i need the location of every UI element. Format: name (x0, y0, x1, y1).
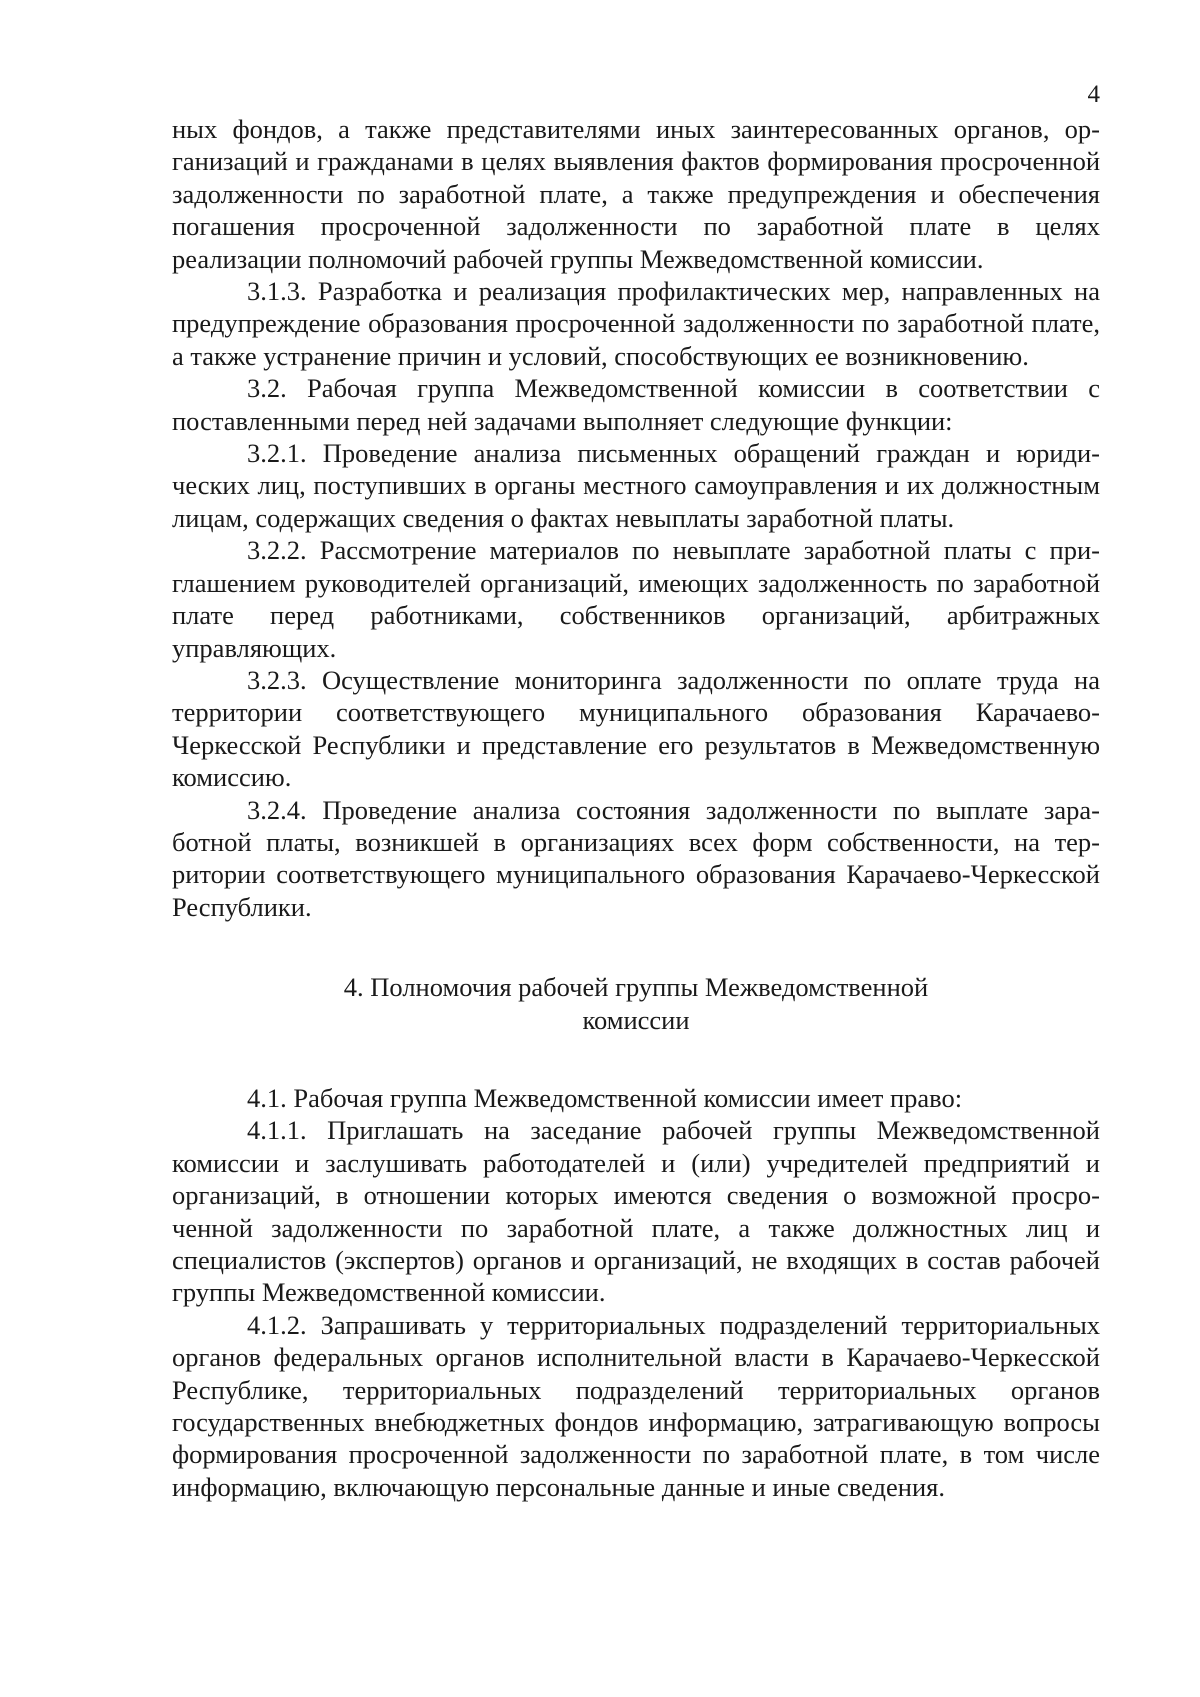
paragraph-continuation: ных фондов, а также представителями иных заинтересованных органов, организаций и гражданами в целях выявления фактов формирования просроченной задолженности по заработной плате, а также предупреждения и обеспечения погашения просроченной задолженности по заработной плате в целях реализации полномочий рабочей группы Межведомственной комиссии. (172, 114, 1100, 274)
paragraph-3-1-3: 3.1.3. Разработка и реализация профилактических мер, направленных на предупреждение образования просроченной задолженности по заработной плате, а также устранение причин и условий, способствующих ее возникновению. (172, 276, 1100, 371)
section-4-heading (172, 971, 1100, 1036)
section-4-heading-line1: 4. Полномочия рабочей группы Межведомственной (343, 972, 929, 1003)
paragraph-3-2: 3.2. Рабочая группа Межведомственной комиссии в соответствии с поставленными перед ней задачами выполняет следующие функции: (172, 373, 1100, 436)
paragraph-3-2-2: 3.2.2. Рассмотрение материалов по невыплате заработной платы с приглашением руководителей организаций, имеющих задолженность по заработной плате перед работниками, собственников организаций, арбитражных управляющих. (172, 535, 1100, 663)
page-number: 4 (1087, 81, 1100, 108)
paragraph-4-1-1: 4.1.1. Приглашать на заседание рабочей группы Межведомственной комиссии и заслушивать работодателей и (или) учредителей предприятий и организаций, в отношении которых имеются сведения о возможной просроченной задолженности по заработной плате, а также должностных лиц и специалистов (экспертов) органов и организаций, не входящих в состав рабочей группы Межведомственной комиссии. (172, 1115, 1100, 1308)
paragraph-3-2-1: 3.2.1. Проведение анализа письменных обращений граждан и юридических лиц, поступивших в органы местного самоуправления и их должностным лицам, содержащих сведения о фактах невыплаты заработной платы. (172, 438, 1100, 533)
section-4-heading-line2: комиссии (582, 1004, 690, 1035)
paragraph-4-1: 4.1. Рабочая группа Межведомственной комиссии имеет право: (247, 1082, 963, 1113)
paragraph-3-2-3: 3.2.3. Осуществление мониторинга задолженности по оплате труда на территории соответствующего муниципального образования Карачаево-Черкесской Республики и представление его результатов в Межведомственную комиссию. (172, 664, 1100, 793)
paragraph-3-2-4: 3.2.4. Проведение анализа состояния задолженности по выплате заработной платы, возникшей в организациях всех форм собственности, на территории соответствующего муниципального образования Карачаево-Черкесской Республики. (172, 794, 1100, 922)
paragraph-4-1-2: 4.1.2. Запрашивать у территориальных подразделений территориальных органов федеральных органов исполнительной власти в Карачаево-Черкесской Республике, территориальных подразделений территориальных органов государственных внебюджетных фондов информацию, затрагивающую вопросы формирования просроченной задолженности по заработной плате, в том числе информацию, включающую персональные данные и иные сведения. (172, 1309, 1100, 1502)
document-body (172, 113, 1100, 1503)
